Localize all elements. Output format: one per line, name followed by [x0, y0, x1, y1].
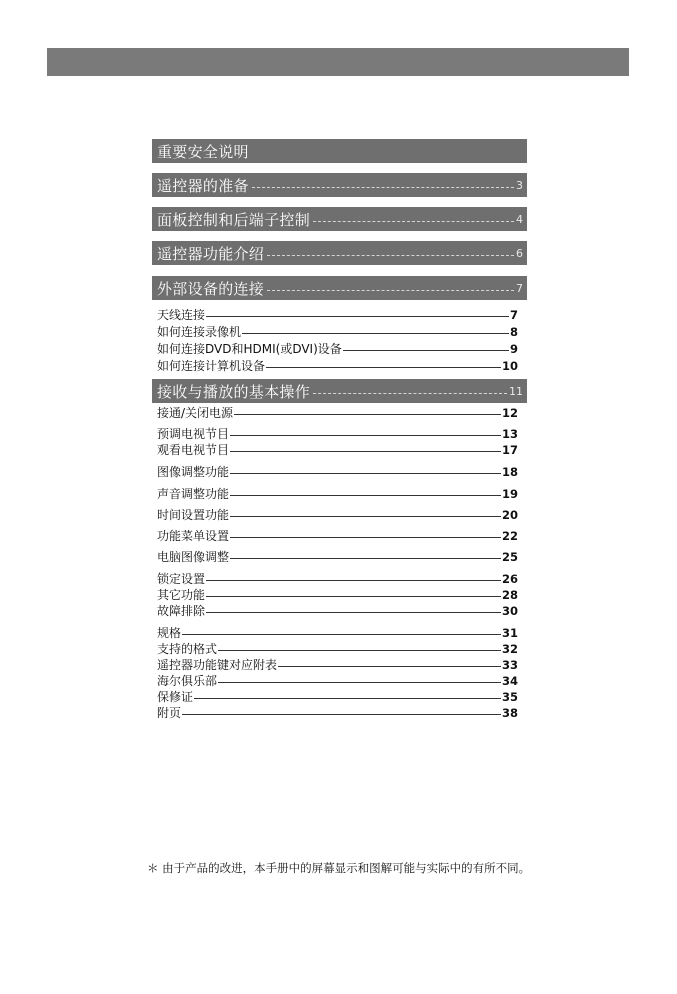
entry-title: 规格: [157, 626, 182, 640]
entry-page: 8: [509, 325, 518, 339]
section-page: 3: [516, 178, 523, 192]
toc-section-remote-prep[interactable]: [152, 173, 527, 197]
toc-entry[interactable]: [157, 359, 518, 374]
dot-leader: [313, 393, 507, 394]
entry-title: 支持的格式: [157, 642, 218, 656]
toc-entry[interactable]: [157, 406, 518, 421]
dash-leader: [182, 714, 501, 715]
entry-title: 保修证: [157, 690, 194, 704]
toc-entry[interactable]: [157, 604, 518, 619]
section-title: 遥控器功能介绍: [157, 244, 265, 263]
entry-title: 故障排除: [157, 604, 206, 618]
entry-page: 9: [509, 342, 518, 356]
toc-entry[interactable]: [157, 642, 518, 657]
entry-title: 如何连接计算机设备: [157, 359, 266, 373]
dash-leader: [230, 537, 501, 538]
toc-section-external-devices[interactable]: [152, 276, 527, 300]
dash-leader: [194, 698, 501, 699]
dot-leader: [267, 290, 514, 291]
entry-page: 19: [501, 487, 518, 501]
toc-section-remote-functions[interactable]: [152, 241, 527, 265]
toc-entry[interactable]: [157, 572, 518, 587]
entry-page: 22: [501, 529, 518, 543]
toc-entry[interactable]: [157, 465, 518, 480]
toc-entry[interactable]: [157, 308, 518, 323]
entry-title: 电脑图像调整: [157, 550, 230, 564]
entry-page: 13: [501, 427, 518, 441]
dash-leader: [266, 367, 501, 368]
dash-leader: [206, 596, 501, 597]
toc-entry[interactable]: [157, 487, 518, 502]
dash-leader: [230, 435, 501, 436]
entry-page: 28: [501, 588, 518, 602]
toc-entry[interactable]: [157, 443, 518, 458]
toc-entry[interactable]: [157, 508, 518, 523]
toc-entry[interactable]: [157, 588, 518, 603]
dot-leader: [313, 221, 514, 222]
entry-page: 35: [501, 690, 518, 704]
section-page: 11: [509, 384, 523, 398]
section-title: 接收与播放的基本操作: [157, 382, 311, 401]
entry-title: 附页: [157, 706, 182, 720]
entry-page: 31: [501, 626, 518, 640]
section-page: 7: [516, 281, 523, 295]
section-title: 重要安全说明: [157, 142, 249, 161]
dash-leader: [230, 516, 501, 517]
toc-entry[interactable]: [157, 325, 518, 340]
entry-title: 遥控器功能键对应附表: [157, 658, 278, 672]
entry-page: 33: [501, 658, 518, 672]
dash-leader: [230, 558, 501, 559]
toc-entry[interactable]: [157, 690, 518, 705]
section-title: 外部设备的连接: [157, 279, 265, 298]
entry-page: 20: [501, 508, 518, 522]
entry-page: 12: [501, 406, 518, 420]
dash-leader: [242, 333, 509, 334]
entry-title: 海尔俱乐部: [157, 674, 218, 688]
toc-section-panel-control[interactable]: [152, 207, 527, 231]
toc-entry[interactable]: [157, 658, 518, 673]
dot-leader: [252, 187, 514, 188]
entry-title: 天线连接: [157, 308, 206, 322]
dash-leader: [343, 350, 509, 351]
entry-page: 17: [501, 443, 518, 457]
header-band: [47, 48, 629, 76]
entry-title: 其它功能: [157, 588, 206, 602]
entry-page: 30: [501, 604, 518, 618]
entry-title: 如何连接录像机: [157, 325, 242, 339]
entry-page: 32: [501, 642, 518, 656]
entry-page: 34: [501, 674, 518, 688]
entry-page: 7: [509, 308, 518, 322]
dash-leader: [230, 451, 501, 452]
entry-title: 声音调整功能: [157, 487, 230, 501]
entry-title: 功能菜单设置: [157, 529, 230, 543]
entry-title: 时间设置功能: [157, 508, 230, 522]
entry-page: 26: [501, 572, 518, 586]
section-title: 面板控制和后端子控制: [157, 210, 311, 229]
entry-title: 预调电视节目: [157, 427, 230, 441]
footnote: ＊ 由于产品的改进，本手册中的屏幕显示和图解可能与实际中的有所不同。: [147, 861, 531, 875]
dash-leader: [230, 495, 501, 496]
dash-leader: [234, 414, 501, 415]
section-title: 遥控器的准备: [157, 176, 249, 195]
entry-page: 18: [501, 465, 518, 479]
dash-leader: [182, 634, 501, 635]
dot-leader: [267, 255, 514, 256]
section-page: 4: [516, 212, 523, 226]
toc-entry[interactable]: [157, 674, 518, 689]
entry-page: 10: [501, 359, 518, 373]
entry-title: 如何连接DVD和HDMI(或DVI)设备: [157, 342, 342, 356]
toc-entry[interactable]: [157, 550, 518, 565]
dash-leader: [218, 650, 501, 651]
dash-leader: [206, 612, 501, 613]
entry-title: 接通/关闭电源: [157, 406, 234, 420]
dash-leader: [206, 316, 509, 317]
entry-page: 25: [501, 550, 518, 564]
entry-page: 38: [501, 706, 518, 720]
dash-leader: [206, 580, 501, 581]
dash-leader: [218, 682, 501, 683]
toc-section-safety[interactable]: [152, 139, 527, 163]
toc-entry[interactable]: [157, 427, 518, 442]
toc-entry[interactable]: [157, 529, 518, 544]
entry-title: 图像调整功能: [157, 465, 230, 479]
entry-title: 观看电视节目: [157, 443, 230, 457]
dash-leader: [278, 666, 501, 667]
dash-leader: [230, 473, 501, 474]
toc-entry[interactable]: [157, 706, 518, 721]
section-page: 6: [516, 246, 523, 260]
entry-title: 锁定设置: [157, 572, 206, 586]
toc-section-basic-operation[interactable]: [152, 379, 527, 403]
toc-entry[interactable]: [157, 626, 518, 641]
toc-entry[interactable]: [157, 342, 518, 357]
